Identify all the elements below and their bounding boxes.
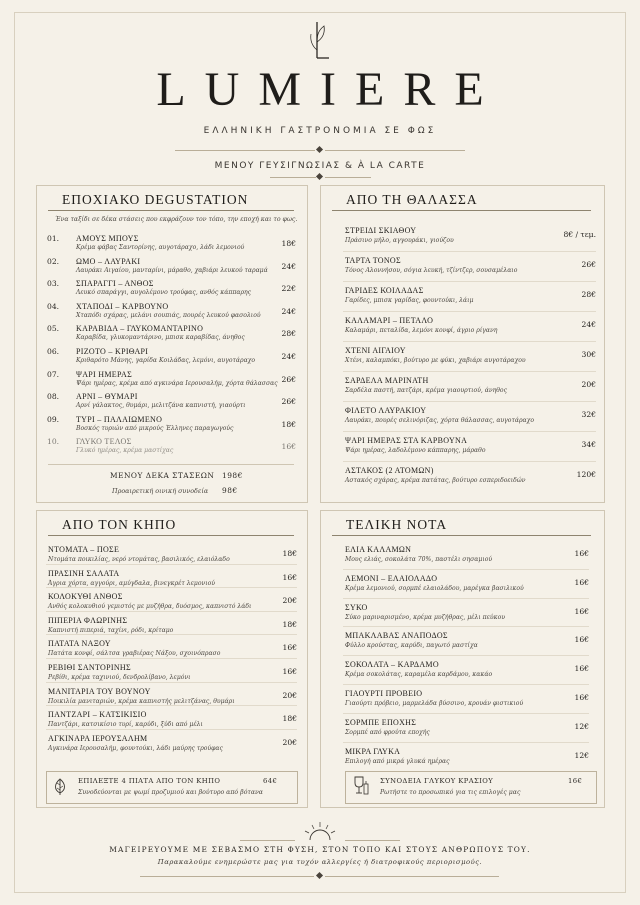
item-name: ΓΑΡΙΔΕΣ ΚΟΙΛΑΔΑΣ [345,286,424,295]
item-price: 20€ [581,380,596,389]
item-name: ΛΕΜΟΝΙ – ΕΛΑΙΟΛΑΔΟ [345,573,438,583]
item-description: Ψάρι ημέρας, κρέμα από αγκινάρα Ιερουσαλήμ, χόρτα θάλασσας [76,379,278,387]
item-price: 16€ [574,635,589,645]
garden-title-rule [48,535,294,536]
item-separator [343,569,589,570]
item-separator [343,371,596,372]
item-price: 26€ [581,260,596,269]
item-separator [343,713,589,714]
item-description: Λαυράκι Αιγαίου, μανταρίνι, μάραθο, χαβιάρι λευκού ταραμά [76,266,268,274]
item-number: 07. [47,369,60,379]
item-price: 16€ [281,442,296,452]
dessert-promo-price: 16€ [568,777,583,785]
dessert-promo-box [345,771,597,804]
item-name: ΓΛΥΚΟ ΤΕΛΟΣ [76,437,132,447]
degustation-intro: Ένα ταξίδι σε δέκα στάσεις που εκφράζουν τον τόπο, την εποχή και το φως. [55,216,298,223]
item-description: Μους ελιάς, σοκολάτα 70%, παστέλι σησαμιού [345,556,493,563]
item-description: Βοσκός τυριών από μικρούς Έλληνες παραγωγούς [76,424,234,432]
item-description: Χτένι, καλαμπόκι, βούτυρο με φύκι, χαβιάρι αυγοτάραχου [345,357,526,364]
item-price: 8€ / τεμ. [563,230,596,239]
item-description: Φύλλο κρούστας, καρύδι, παγωτό μαστίχα [345,642,478,650]
menu-subtitle: ΜΕΝΟΥ ΓΕΥΣΙΓΝΩΣΙΑΣ & À LA CARTE [214,161,426,171]
degustation-title-rule [48,210,294,211]
item-description: Γιαούρτι πρόβειο, μαρμελάδα βύσσινο, κρουάν φιστικιού [345,700,524,707]
item-price: 22€ [281,284,296,294]
footer-divider-right [345,840,400,841]
item-price: 12€ [574,750,589,760]
item-description: Καραβίδα, γλυκομαντάρινο, μπισκ καραβίδας, άνηθος [76,334,245,342]
item-description: Κρέμα λεμονιού, σορμπέ ελαιολάδου, μαρέγκα βασιλικού [345,584,524,592]
item-name: ΝΤΟΜΑΤΑ – ΠΟΣΕ [48,545,120,554]
garden-promo-title: ΕΠΙΛΕΞΤΕ 4 ΠΙΑΤΑ ΑΠΟ ΤΟΝ ΚΗΠΟ [78,777,221,785]
item-name: ΧΤΑΠΟΔΙ – ΚΑΡΒΟΥΝΟ [76,301,169,311]
item-name: ΨΑΡΙ ΗΜΕΡΑΣ ΣΤΑ ΚΑΡΒΟΥΝΑ [345,436,468,445]
degustation-title: ΕΠΟΧΙΑΚΟ DEGUSTATION [62,192,249,207]
item-separator [343,311,596,312]
item-name: ΩΜΟ – ΛΑΥΡΑΚΙ [76,256,141,266]
item-description: Πράσινο μήλο, αγγουράκι, γιούζου [345,237,454,244]
item-separator [46,564,297,565]
wine-glass-icon [352,775,370,797]
item-description: Ανθός κολοκυθιού γεμιστός με μυζήθρα, δυόσμος, καπνιστό λάδι [48,603,252,611]
dessert-promo-title: ΣΥΝΟΔΕΙΑ ΓΛΥΚΟΥ ΚΡΑΣΙΟΥ [380,777,494,785]
item-name: ΠΡΑΣΙΝΗ ΣΑΛΑΤΑ [48,568,120,578]
item-number: 10. [47,437,60,447]
item-number: 01. [47,234,60,243]
item-price: 24€ [581,320,596,329]
item-number: 03. [47,279,60,289]
item-price: 28€ [281,329,296,339]
item-separator [343,598,589,599]
item-description: Ντομάτα ποικιλίας, νερό ντομάτας, βασιλικός, ελαιόλαδο [48,556,230,563]
item-price: 24€ [281,261,296,271]
garden-title: ΑΠΟ ΤΟΝ ΚΗΠΟ [62,517,177,532]
item-separator [343,461,596,462]
item-description: Παντζάρι, κατσικίσιο τυρί, καρύδι, ξύδι από μέλι [48,721,203,729]
item-price: 16€ [574,606,589,616]
header-divider-right [325,150,465,151]
item-description: Καπνιστή πιπεριά, ταχίνι, ρόδι, κρίταμο [48,626,174,634]
item-name: ΣΥΚΟ [345,602,368,612]
item-price: 26€ [281,374,296,384]
item-name: ΠΙΠΕΡΙΑ ΦΛΩΡΙΝΗΣ [48,615,128,625]
item-price: 28€ [581,290,596,299]
footer-bottom-divider-left [140,876,314,877]
item-description: Ρεβίθι, κρέμα ταχινιού, δενδρολίβανο, λεμόνι [48,674,191,681]
degustation-section [36,185,308,503]
item-price: 16€ [574,693,589,702]
item-number: 08. [47,392,60,402]
menu-total-label: ΜΕΝΟΥ ΔΕΚΑ ΣΤΑΣΕΩΝ [110,471,215,480]
item-price: 18€ [281,419,296,429]
item-name: ΑΡΝΙ – ΘΥΜΑΡΙ [76,392,138,402]
item-separator [343,742,589,743]
item-name: ΣΠΑΡΑΓΓΙ – ΑΝΘΟΣ [76,279,154,289]
item-name: ΚΑΛΑΜΑΡΙ – ΠΕΤΑΛΟ [345,316,434,325]
item-price: 18€ [281,239,296,248]
item-separator [46,587,297,588]
item-name: ΑΓΚΙΝΑΡΑ ΙΕΡΟΥΣΑΛΗΜ [48,733,148,743]
item-price: 16€ [574,549,589,558]
item-description: Γαρίδες, μπισκ γαρίδας, φουντούκι, λάιμ [345,297,474,304]
item-price: 20€ [282,737,297,747]
logo-l-icon [305,20,335,62]
item-separator [343,684,589,685]
item-separator [343,251,596,252]
item-description: Τόνος Αλοννήσου, σόγια λευκή, τζίντζερ, σουσαμέλαιο [345,267,518,274]
item-separator [46,634,297,635]
brand-name: LUMIERE [156,63,503,116]
item-number: 05. [47,324,60,334]
item-description: Σαρδέλα παστή, πατζάρι, κρέμα γιαουρτιού, άνηθος [345,387,507,394]
item-name: ΠΑΤΑΤΑ ΝΑΞΟΥ [48,639,111,649]
sub-divider-left [270,177,316,178]
item-price: 120€ [576,470,596,479]
menu-total-price: 198€ [222,471,243,480]
item-number: 06. [47,347,60,356]
item-description: Πατάτα κονφί, σάλτσα γραβιέρας Νάξου, σχοινόπρασο [48,650,221,658]
item-price: 26€ [281,397,296,407]
item-description: Καλαμάρι, πεταλίδα, λεμόνι κονφί, άγριο ρίγανη [345,327,498,334]
item-separator [343,626,589,627]
item-name: ΣΑΡΔΕΛΑ ΜΑΡΙΝΑΤΗ [345,376,429,385]
dessert-promo-desc: Ρωτήστε το προσωπικό για τις επιλογές μας [380,789,521,796]
item-number: 02. [47,256,60,266]
wine-pairing-label: Προαιρετική οινική συνοδεία [112,487,209,495]
item-price: 18€ [282,619,297,629]
item-separator [46,729,297,730]
footer-allergy-note: Παρακαλούμε ενημερώστε μας για τυχόν αλλεργίες ή διατροφικούς περιορισμούς. [157,858,483,866]
item-name: ΜΠΑΚΛΑΒΑΣ ΑΝΑΠΟΔΟΣ [345,631,448,641]
item-name: ΚΑΡΑΒΙΔΑ – ΓΛΥΚΟΜΑΝΤΑΡΙΝΟ [76,324,204,334]
item-price: 16€ [282,667,297,676]
item-separator [343,401,596,402]
item-name: ΣΤΡΕΙΔΙ ΣΚΙΑΘΟΥ [345,226,417,235]
item-price: 32€ [581,410,596,419]
item-price: 20€ [282,596,297,606]
item-price: 16€ [282,643,297,653]
item-description: Κρέμα φάβας Σαντορίνης, αυγοτάραχο, λάδι λεμονιού [76,244,245,251]
item-description: Άγρια χόρτα, αγγούρι, αμύγδαλα, βινεγκρέτ λεμονιού [48,579,215,587]
item-name: ΕΛΙΑ ΚΑΛΑΜΩΝ [345,545,412,554]
item-price: 16€ [282,572,297,582]
item-separator [343,431,596,432]
sea-title: ΑΠΟ ΤΗ ΘΑΛΑΣΣΑ [346,192,478,207]
item-description: Αρνί γάλακτος, θυμάρι, μελιτζάνα καπνιστή, γιαούρτι [76,402,246,410]
wine-pairing-price: 98€ [222,486,238,495]
item-name: ΨΑΡΙ ΗΜΕΡΑΣ [76,369,133,379]
footer-divider-left [240,840,295,841]
item-price: 18€ [282,714,297,724]
item-description: Αστακός σχάρας, κρέμα πατάτας, βούτυρο εσπεριδοειδών [345,477,526,484]
item-name: ΠΑΝΤΖΑΡΙ – ΚΑΤΣΙΚΙΣΙΟ [48,710,147,720]
sea-title-rule [332,210,591,211]
item-number: 09. [47,414,60,424]
item-name: ΦΙΛΕΤΟ ΛΑΥΡΑΚΙΟΥ [345,406,427,415]
item-name: ΡΙΖΟΤΟ – ΚΡΙΘΑΡΙ [76,347,149,356]
item-name: ΧΤΕΝΙ ΑΙΓΑΙΟΥ [345,346,406,355]
item-description: Αγκινάρα Ιερουσαλήμ, φουντούκι, λάδι μαύρης τρούφας [48,744,223,752]
item-description: Κριθαρότο Μάνης, γαρίδα Κοιλάδας, λεμόνι, αυγοτάραχο [76,357,256,364]
item-separator [46,682,297,683]
item-separator [343,281,596,282]
item-number: 04. [47,301,60,311]
item-description: Λαυράκι, πουρές σελινόριζας, χόρτα θάλασσας, αυγοτάραχο [345,417,535,424]
item-description: Σορμπέ από φρούτα εποχής [345,728,430,736]
item-description: Χταπόδι σχάρας, μελάνι σουπιάς, πουρές λευκού φασολιού [76,311,261,319]
item-separator [343,655,589,656]
item-description: Γλυκό ημέρας, κρέμα μαστίχας [76,447,174,455]
garden-promo-price: 64€ [263,777,278,785]
item-separator [46,611,297,612]
item-description: Σύκο μαριναρισμένο, κρέμα μυζήθρας, μέλι πεύκου [345,613,505,621]
item-price: 34€ [581,440,596,449]
item-name: ΑΣΤΑΚΟΣ (2 ΑΤΟΜΩΝ) [345,466,434,475]
item-name: ΤΥΡΙ – ΠΑΛΑΙΩΜΕΝΟ [76,414,163,424]
degustation-total-rule [48,464,294,465]
leaf-icon [53,776,67,796]
item-price: 16€ [574,577,589,587]
item-price: 24€ [281,306,296,316]
item-name: ΜΑΝΙΤΑΡΙΑ ΤΟΥ ΒΟΥΝΟΥ [48,686,151,696]
item-description: Λευκό σπαράγγι, αυγολέμονο τρούφας, ανθός κάππαρης [76,289,252,297]
header-divider-left [175,150,315,151]
item-price: 12€ [574,721,589,731]
item-name: ΤΑΡΤΑ ΤΟΝΟΣ [345,256,401,265]
item-separator [343,341,596,342]
item-separator [46,658,297,659]
item-description: Ποικιλία μανιταριών, κρέμα καπνιστής μελιτζάνας, θυμάρι [48,697,235,705]
item-name: ΜΙΚΡΑ ΓΛΥΚΑ [345,746,401,756]
item-name: ΣΟΚΟΛΑΤΑ – ΚΑΡΔΑΜΟ [345,660,439,670]
item-name: ΚΟΛΟΚΥΘΙ ΑΝΘΟΣ [48,592,123,602]
item-separator [46,705,297,706]
item-price: 30€ [581,350,596,359]
item-price: 20€ [282,690,297,700]
item-price: 16€ [574,664,589,674]
dessert-title-rule [332,535,591,536]
garden-promo-desc: Συνοδεύονται με ψωμί προζυμιού και βούτυρο από βότανα [78,789,263,796]
footer-statement: ΜΑΓΕΙΡΕΥΟΥΜΕ ΜΕ ΣΕΒΑΣΜΟ ΣΤΗ ΦΥΣΗ, ΣΤΟΝ ΤΟΠΟ ΚΑΙ ΣΤΟΥΣ ΑΝΘΡΩΠΟΥΣ ΤΟΥ. [109,845,531,854]
sub-divider-right [325,177,371,178]
item-description: Επιλογή από μικρά γλυκά ημέρας [345,757,450,765]
item-description: Ψάρι ημέρας, λαδολέμονο κάππαρης, μάραθο [345,447,486,454]
item-name: ΡΕΒΙΘΙ ΣΑΝΤΟΡΙΝΗΣ [48,663,131,672]
item-name: ΣΟΡΜΠΕ ΕΠΟΧΗΣ [345,717,417,727]
dessert-title: ΤΕΛΙΚΗ ΝΟΤΑ [346,517,448,532]
brand-tagline: ΕΛΛΗΝΙΚΗ ΓΑΣΤΡΟΝΟΜΙΑ ΣΕ ΦΩΣ [203,126,437,136]
item-description: Κρέμα σοκολάτας, καραμέλα καρδάμου, κακάο [345,671,493,679]
footer-bottom-divider-right [325,876,499,877]
item-name: ΓΙΑΟΥΡΤΙ ΠΡΟΒΕΙΟ [345,689,423,698]
garden-promo-box [46,771,298,804]
item-name: ΑΜΟΥΣ ΜΠΟΥΣ [76,234,139,243]
item-price: 24€ [281,352,296,361]
item-price: 18€ [282,549,297,558]
sunrise-icon [300,820,340,842]
